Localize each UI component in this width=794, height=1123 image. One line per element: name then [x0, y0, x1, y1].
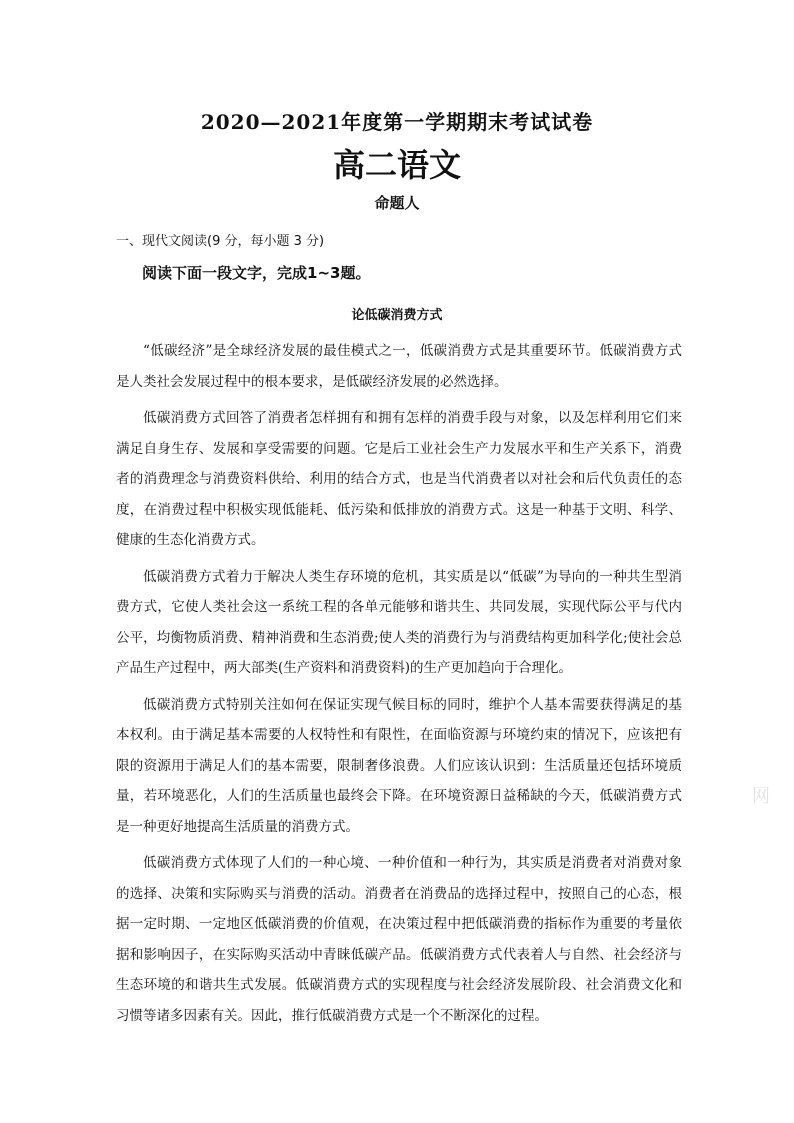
section-heading: 一、现代文阅读(9 分，每小题 3 分): [116, 234, 325, 249]
watermark: 网: [752, 786, 770, 807]
article-paragraph: 低碳消费方式特别关注如何在保证实现气候目标的同时，维护个人基本需要获得满足的基本权利。由于满足基本需要的人权特性和有限性，在面临资源与环境约束的情况下，应该把有限的资源用于满足人们的基本需要，限制奢侈浪费。人们应该认识到：生活质量还包括环境质量，若环境恶化，人们的生活质量也最终会下降。在环境资源日益稀缺的今天，低碳消费方式是一种更好地提高生活质量的消费方式。: [116, 696, 682, 835]
article-paragraph: 低碳消费方式着力于解决人类生存环境的危机，其实质是以“低碳”为导向的一种共生型消费方式，它使人类社会这一系统工程的各单元能够和谐共生、共同发展，实现代际公平与代内公平，均衡物质消费、精神消费和生态消费;使人类的消费行为与消费结构更加科学化;使社会总产品生产过程中，两大部类(生产资料和消费资料)的生产更加趋向于合理化。: [116, 568, 682, 676]
subject-title: 高二语文: [332, 146, 461, 184]
exam-title: 2020—2021年度第一学期期末考试试卷: [200, 110, 594, 134]
article-title: 论低碳消费方式: [351, 308, 443, 323]
article-body: [116, 336, 682, 1037]
reading-instruction: 阅读下面一段文字，完成1~3题。: [142, 264, 371, 282]
author-label: 命题人: [374, 194, 420, 212]
article-paragraph: 低碳消费方式回答了消费者怎样拥有和拥有怎样的消费手段与对象，以及怎样利用它们来满足自身生存、发展和享受需要的问题。它是后工业社会生产力发展水平和生产关系下，消费者的消费理念与消费资料供给、利用的结合方式，也是当代消费者以对社会和后代负责任的态度，在消费过程中积极实现低能耗、低污染和低排放的消费方式。这是一种基于文明、科学、健康的生态化消费方式。: [116, 410, 682, 548]
article-paragraph: 低碳消费方式体现了人们的一种心境、一种价值和一种行为，其实质是消费者对消费对象的选择、决策和实际购买与消费的活动。消费者在消费品的选择过程中，按照自己的心态，根据一定时期、一定地区低碳消费的价值观，在决策过程中把低碳消费的指标作为重要的考量依据和影响因子，在实际购买活动中青睐低碳产品。低碳消费方式代表着人与自然、社会经济与生态环境的和谐共生式发展。低碳消费方式的实现程度与社会经济发展阶段、社会消费文化和习惯等诸多因素有关。因此，推行低碳消费方式是一个不断深化的过程。: [116, 855, 682, 1024]
article-paragraph: “低碳经济”是全球经济发展的最佳模式之一，低碳消费方式是其重要环节。低碳消费方式是人类社会发展过程中的根本要求，是低碳经济发展的必然选择。: [116, 343, 682, 390]
